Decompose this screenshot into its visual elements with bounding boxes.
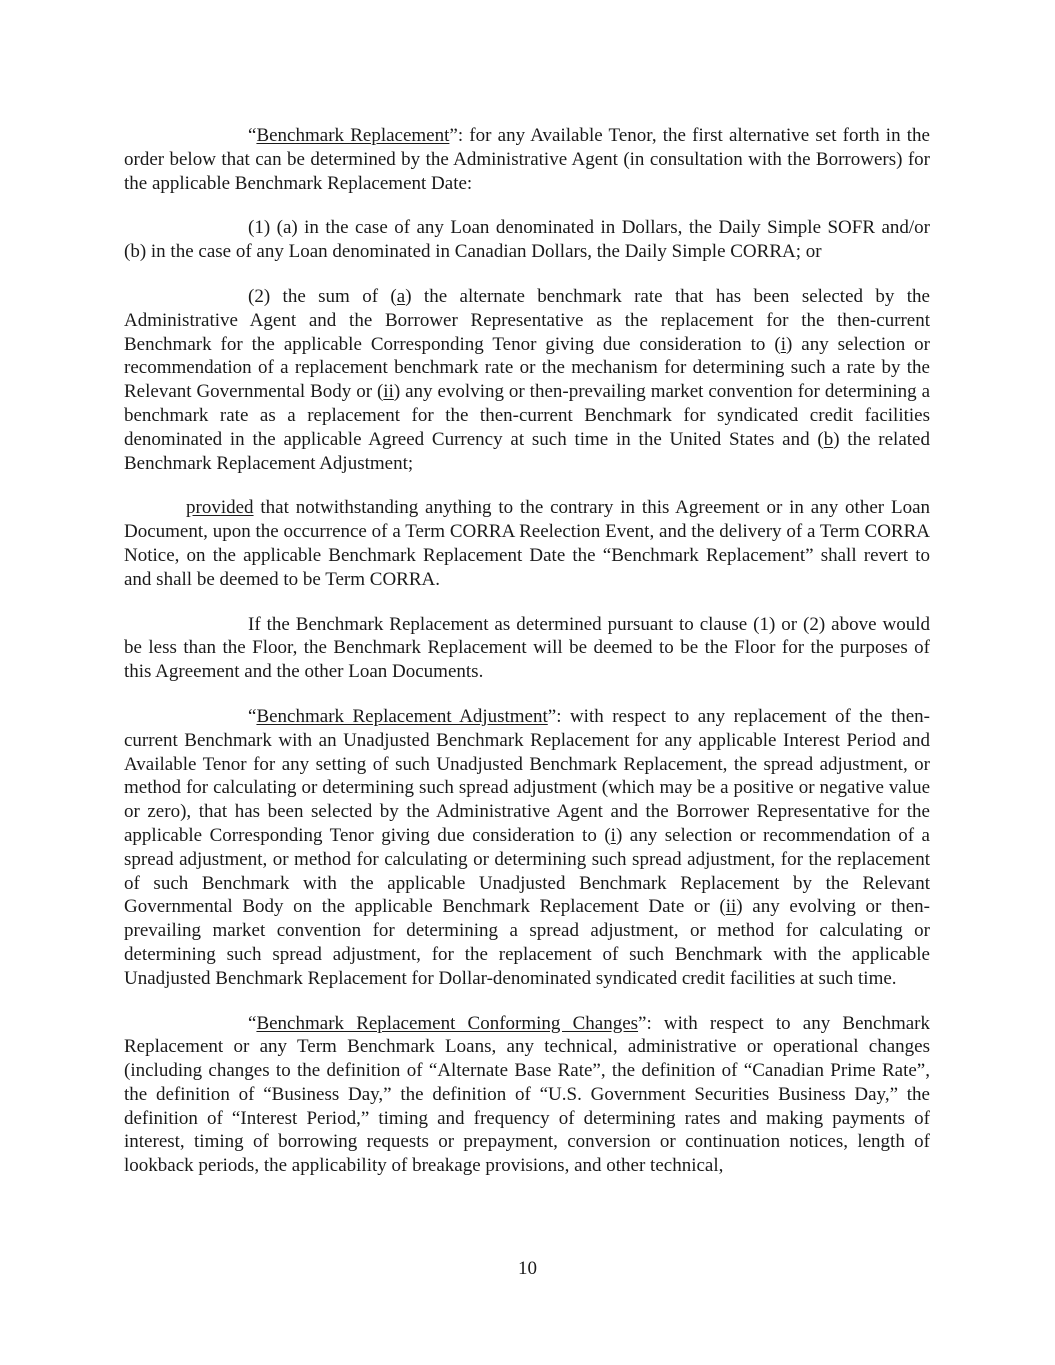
definition-benchmark-replacement	[124, 124, 930, 195]
proviso-keyword: provided	[186, 497, 254, 519]
clause-text: ) any selection or recommendation of a replacement benchmark rate or the mechanism for determining such a rate by the Relevant Governmental Body or (	[124, 333, 930, 403]
defined-term: Benchmark Replacement	[256, 125, 450, 146]
clause-1: (1) (a) in the case of any Loan denominated in Dollars, the Daily Simple SOFR and/or (b) in the case of any Loan denominated in Canadian Dollars, the Daily Simple CORRA; or	[124, 217, 930, 263]
defined-term: Benchmark Replacement Conforming Changes	[256, 1012, 639, 1034]
sub-clause-marker: i	[780, 333, 786, 355]
definition-text: ”: with respect to any replacement of the then-current Benchmark with an Unadjusted Benchmark Replacement for any applicable Interest Period and Available Tenor for any setting of such Unadjusted Benchmark Replacement, the spread adjustment, or method for calculating or determining such spread adjustment (which may be a positive or negative value or zero), that has been selected by the Administrative Agent and the Borrower Representative for the applicable Corresponding Tenor giving due consideration to (	[124, 705, 930, 846]
open-quote: “	[248, 125, 257, 146]
floor-paragraph: If the Benchmark Replacement as determined pursuant to clause (1) or (2) above would be less than the Floor, the Benchmark Replacement will be deemed to be the Floor for the purposes of this Agreement and the other Loan Documents.	[124, 613, 930, 683]
sub-clause-marker: ii	[383, 381, 394, 403]
definition-benchmark-replacement-adjustment	[124, 705, 930, 991]
defined-term: Benchmark Replacement Adjustment	[256, 705, 548, 727]
proviso-text: that notwithstanding anything to the contrary in this Agreement or in any other Loan Document, upon the occurrence of a Term CORRA Reelection Event, and the delivery of a Term CORRA Notice, on the applicable Benchmark Replacement Date the “Benchmark Replacement” shall revert to and shall be deemed to be Term CORRA.	[124, 497, 930, 590]
definition-text: ) any evolving or then-prevailing market convention for determining a spread adjustment, or method for calculating or determining such spread adjustment, for the replacement of such Benchmark with the applicable Unadjusted Benchmark Replacement for Dollar-denominated syndicated credit facilities at such time.	[124, 896, 930, 989]
clause-2	[124, 285, 930, 475]
clause-text: ) any evolving or then-prevailing market convention for determining a benchmark rate as a replacement for the then-current Benchmark for syndicated credit facilities denominated in the applicable Agreed Currency at such time in the United States and (	[124, 381, 931, 450]
sub-clause-marker: i	[610, 824, 616, 846]
clause-text: ) the alternate benchmark rate that has been selected by the Administrative Agent and the Borrower Representative as the replacement for the then-current Benchmark for the applicable Corresponding Tenor giving due consideration to (	[124, 285, 930, 355]
clause-text: (2) the sum of (	[248, 285, 397, 307]
sub-clause-marker: a	[396, 285, 406, 307]
clause-text: ) the related Benchmark Replacement Adjustment;	[124, 428, 930, 474]
definition-text: ) any selection or recommendation of a spread adjustment, or method for calculating or determining such spread adjustment, for the replacement of such Benchmark with the applicable Unadjusted Benchmark Replacement by the Relevant Governmental Body on the applicable Benchmark Replacement Date or (	[124, 824, 930, 918]
open-quote: “	[248, 705, 257, 727]
page-number: 10	[518, 1258, 537, 1279]
sub-clause-marker: b	[823, 428, 834, 450]
sub-clause-marker: ii	[725, 896, 737, 918]
open-quote: “	[248, 1012, 257, 1034]
proviso	[124, 496, 930, 591]
document-page	[124, 124, 930, 1199]
definition-text: ”: with respect to any Benchmark Replacement or any Term Benchmark Loans, any technical, administrative or operational changes (including changes to the definition of “Alternate Base Rate”, the definition of “Canadian Prime Rate”, the definition of “Business Day,” the definition of “U.S. Government Securities Business Day,” the definition of “Interest Period,” timing and frequency of determining rates and making payments of interest, timing of borrowing requests or prepayment, conversion or continuation notices, length of lookback periods, the applicability of breakage provisions, and other technical,	[124, 1012, 930, 1177]
definition-text: ”: for any Available Tenor, the first alternative set forth in the order below that can be determined by the Administrative Agent (in consultation with the Borrowers) for the applicable Benchmark Replacement Date:	[124, 125, 930, 194]
definition-benchmark-replacement-conforming-changes	[124, 1012, 930, 1179]
